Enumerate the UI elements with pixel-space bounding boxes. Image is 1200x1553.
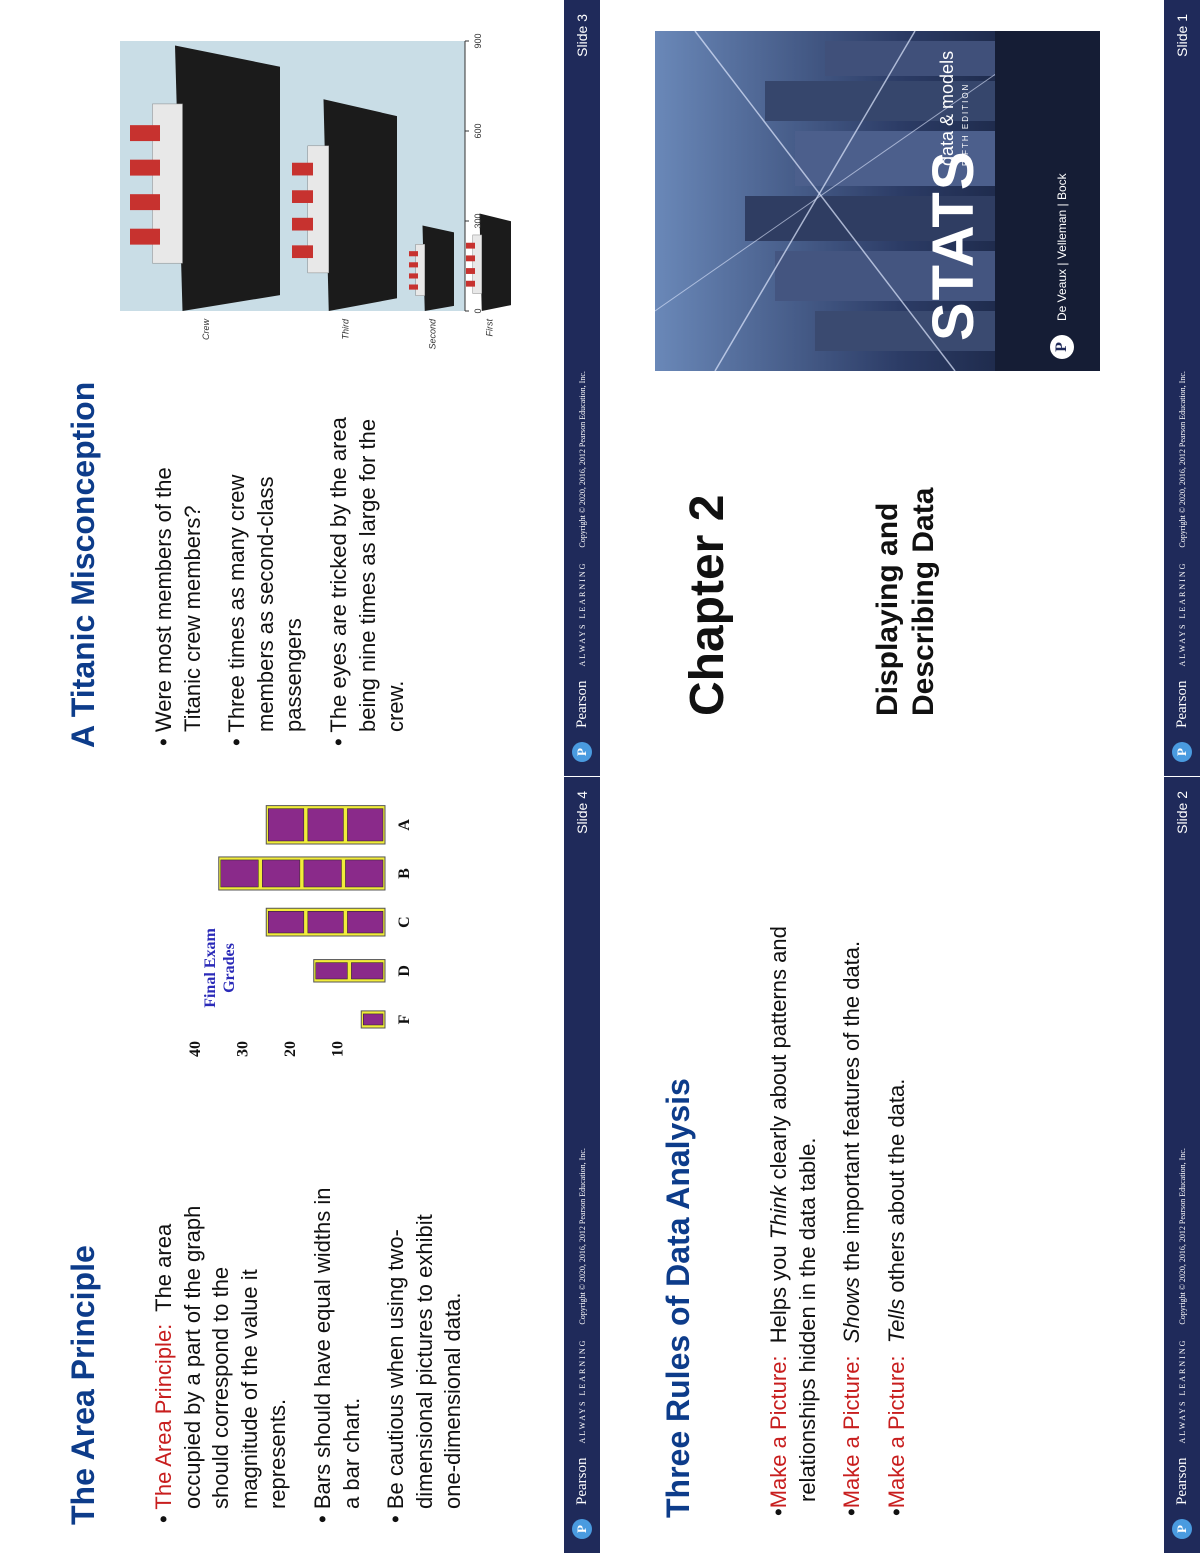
y-tick-label: 30 xyxy=(234,1041,252,1057)
y-tick-label: 20 xyxy=(282,1041,299,1057)
category-label: C xyxy=(396,916,413,928)
chapter-title: Chapter 2 xyxy=(681,494,734,716)
pearson-logo-icon: P xyxy=(1050,335,1074,359)
footer-copyright: Copyright © 2020, 2016, 2012 Pearson Education, Inc. xyxy=(1177,1148,1187,1325)
cover-skyline xyxy=(655,31,1100,371)
slide-2 xyxy=(600,777,1200,1553)
category-label: Crew xyxy=(201,319,211,341)
slide-4 xyxy=(0,777,600,1553)
footer-slide-number: Slide 2 xyxy=(1174,791,1190,834)
subtitle-line-2: Describing Data xyxy=(907,487,940,716)
bullet-item: • Were most members of the Titanic crew members? xyxy=(151,467,205,746)
book-icon xyxy=(363,1014,383,1025)
pearson-logo-icon: P xyxy=(572,742,592,762)
y-tick-label: 10 xyxy=(329,1041,347,1057)
ship-funnel xyxy=(292,218,313,231)
book-cover xyxy=(655,31,1100,371)
bullet-item: •Make a Picture: Tells others about the data. xyxy=(883,1078,909,1516)
ship-funnel xyxy=(130,160,160,176)
bullet-lead: The Area Principle: xyxy=(151,1323,176,1510)
pearson-logo-icon: P xyxy=(1172,742,1192,762)
category-label: B xyxy=(396,868,413,879)
category-label: First xyxy=(484,319,495,337)
cover-title: STATS xyxy=(921,149,986,341)
bullet-item: •Make a Picture: Helps you Think clearly about patterns and relationships hidden in the data table. xyxy=(766,926,820,1516)
ship-funnel xyxy=(466,268,475,274)
ship-funnel xyxy=(292,163,313,176)
bullet-item: • The Area Principle: The area occupied by a part of the graph should correspond to the magnitude of the value it represents. xyxy=(151,1205,291,1523)
bullet-item: •Make a Picture: Shows the important features of the data. xyxy=(839,940,865,1516)
book-icon xyxy=(268,809,304,841)
ship-hull xyxy=(480,214,512,312)
x-tick-label: 300 xyxy=(473,213,483,229)
book-icon xyxy=(262,860,300,887)
category-label: Second xyxy=(427,319,438,350)
footer-slide-number: Slide 3 xyxy=(574,14,590,57)
bullet-lead: Make a Picture: xyxy=(883,1355,909,1509)
titanic-chart xyxy=(115,16,515,381)
ship-funnel xyxy=(466,255,475,261)
ship-funnel xyxy=(466,243,475,249)
footer-copyright: Copyright © 2020, 2016, 2012 Pearson Education, Inc. xyxy=(577,371,587,548)
x-tick-label: 0 xyxy=(473,308,483,314)
ship-hull xyxy=(324,99,398,311)
ship-hull xyxy=(423,226,455,312)
book-icon xyxy=(308,911,344,933)
slide-title: Three Rules of Data Analysis xyxy=(660,1078,696,1518)
bullet-list xyxy=(150,398,427,748)
book-icon xyxy=(316,963,348,979)
slide-title: The Area Principle xyxy=(65,1245,101,1525)
chart-title-line-1: Final Exam xyxy=(202,928,219,1008)
footer-brand: Pearson xyxy=(1173,680,1190,728)
footer-tagline: ALWAYS LEARNING xyxy=(1177,561,1187,667)
slide-3 xyxy=(0,0,600,776)
bullet-item: • Be cautious when using two-dimensional pictures to exhibit one-dimensional data. xyxy=(383,1214,466,1523)
category-label: D xyxy=(396,965,413,977)
cover-authors: De Veaux | Velleman | Bock xyxy=(1055,173,1069,321)
ship-funnel xyxy=(292,245,313,258)
footer-brand: Pearson xyxy=(573,680,590,728)
ship-funnel xyxy=(409,262,418,267)
ship-funnel xyxy=(130,125,160,141)
pearson-logo-icon: P xyxy=(572,1519,592,1539)
footer-tagline: ALWAYS LEARNING xyxy=(1177,1338,1187,1444)
bullet-item: • Bars should have equal widths in a bar chart. xyxy=(309,1187,364,1523)
x-tick-label: 900 xyxy=(473,33,483,49)
bullet-list xyxy=(150,1175,484,1525)
ship-funnel xyxy=(409,284,418,289)
slide-1 xyxy=(600,0,1200,776)
ship-funnel xyxy=(409,273,418,278)
book-icon xyxy=(347,809,383,841)
footer-brand: Pearson xyxy=(1173,1457,1190,1505)
bullet-item: • Three times as many crew members as second-class passengers xyxy=(224,474,307,746)
cover-subtitle: data & models xyxy=(937,50,957,166)
category-label: A xyxy=(396,819,413,831)
bullet-lead: Make a Picture: xyxy=(766,1355,791,1509)
footer-slide-number: Slide 4 xyxy=(574,791,590,834)
slide-footer xyxy=(1164,777,1200,1553)
subtitle-line-1: Displaying and xyxy=(871,502,904,716)
ship-funnel xyxy=(409,251,418,256)
footer-tagline: ALWAYS LEARNING xyxy=(577,1338,587,1444)
book-icon xyxy=(308,809,344,841)
cover-edition: FIFTH EDITION xyxy=(961,82,970,166)
book-icon xyxy=(345,860,383,887)
bullet-list xyxy=(765,818,927,1518)
bullet-item: • The eyes are tricked by the area being nine times as large for the crew. xyxy=(325,417,409,746)
book-icon xyxy=(347,911,383,933)
slide-footer xyxy=(1164,0,1200,776)
pearson-logo-icon: P xyxy=(1172,1519,1192,1539)
ship-funnel xyxy=(466,281,475,287)
ship-hull xyxy=(175,46,280,312)
ship-funnel xyxy=(130,229,160,245)
slide-footer xyxy=(564,777,600,1553)
footer-brand: Pearson xyxy=(573,1457,590,1505)
ship-funnel xyxy=(130,194,160,210)
bullet-lead: Make a Picture: xyxy=(839,1355,865,1509)
book-icon xyxy=(221,860,259,887)
chart-title-line-2: Grades xyxy=(221,943,238,993)
footer-slide-number: Slide 1 xyxy=(1174,14,1190,57)
book-icon xyxy=(351,963,383,979)
x-tick-label: 600 xyxy=(473,123,483,139)
footer-tagline: ALWAYS LEARNING xyxy=(577,561,587,667)
slide-footer xyxy=(564,0,600,776)
footer-copyright: Copyright © 2020, 2016, 2012 Pearson Education, Inc. xyxy=(577,1148,587,1325)
ship-funnel xyxy=(292,190,313,203)
grades-chart xyxy=(170,793,430,1073)
footer-copyright: Copyright © 2020, 2016, 2012 Pearson Education, Inc. xyxy=(1177,371,1187,548)
category-label: Third xyxy=(340,319,351,340)
y-tick-label: 40 xyxy=(187,1041,204,1057)
book-icon xyxy=(304,860,342,887)
slide-title: A Titanic Misconception xyxy=(65,381,101,748)
chapter-subtitle xyxy=(870,488,942,716)
book-icon xyxy=(268,911,304,933)
category-label: F xyxy=(396,1014,413,1025)
